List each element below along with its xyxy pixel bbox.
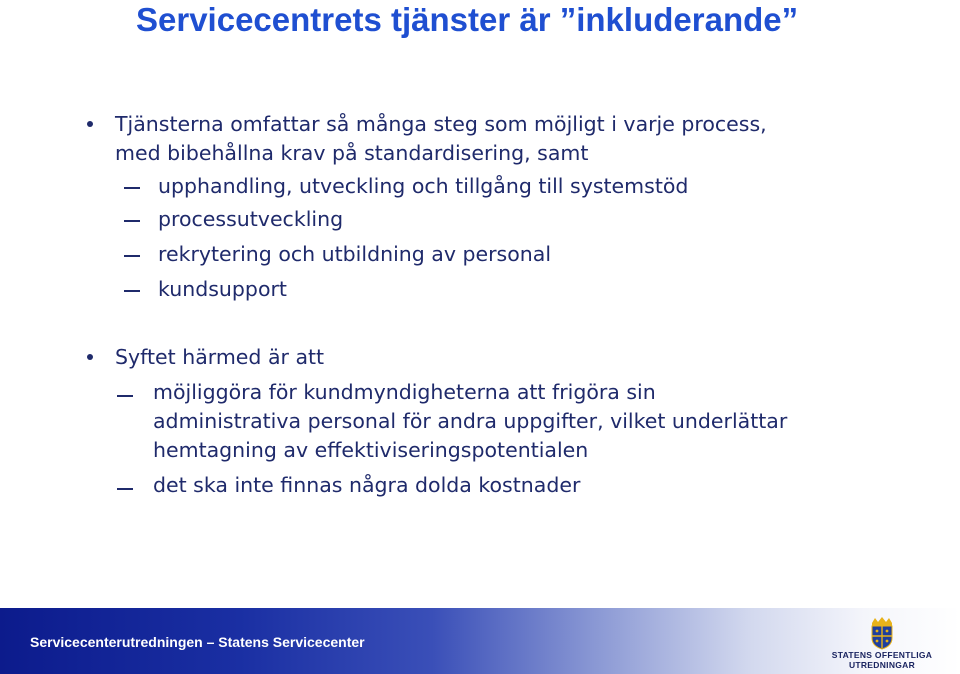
slide-title: Servicecentrets tjänster är ”inkluderande” [136, 1, 799, 38]
sub-bullet-2: processutveckling [158, 207, 344, 231]
logo-text-line-1: STATENS OFFENTLIGA [831, 650, 933, 660]
sub-bullet-5-line-2: administrativa personal för andra uppgifter, vilket underlättar [153, 409, 788, 433]
sub-bullet-1: upphandling, utveckling och tillgång till systemstöd [158, 174, 689, 198]
sub-bullet-dash [124, 290, 140, 292]
sou-logo [828, 616, 936, 672]
bullet-1-line-2: med bibehållna krav på standardisering, samt [115, 141, 589, 165]
sub-bullet-5-line-3: hemtagning av effektiviseringspotentialen [153, 438, 589, 462]
sub-bullet-5-line-1: möjliggöra för kundmyndigheterna att frigöra sin [153, 380, 656, 404]
sub-bullet-dash [124, 255, 140, 257]
logo-text-line-2: UTREDNINGAR [848, 660, 916, 670]
sub-bullet-dash [117, 395, 133, 397]
coat-of-arms-icon [828, 616, 936, 650]
sub-bullet-dash [124, 187, 140, 189]
bullet-dot [87, 121, 93, 127]
bullet-1-line-1: Tjänsterna omfattar så många steg som möjligt i varje process, [115, 112, 767, 136]
sub-bullet-dash [117, 488, 133, 490]
footer-bar [0, 608, 960, 674]
sub-bullet-4: kundsupport [158, 277, 287, 301]
bullet-2-line-1: Syftet härmed är att [115, 345, 325, 369]
sub-bullet-6: det ska inte finnas några dolda kostnader [153, 473, 581, 497]
sub-bullet-dash [124, 220, 140, 222]
sub-bullet-3: rekrytering och utbildning av personal [158, 242, 552, 266]
footer-text: Servicecenterutredningen – Statens Servicecenter [30, 634, 365, 650]
bullet-dot [87, 354, 93, 360]
